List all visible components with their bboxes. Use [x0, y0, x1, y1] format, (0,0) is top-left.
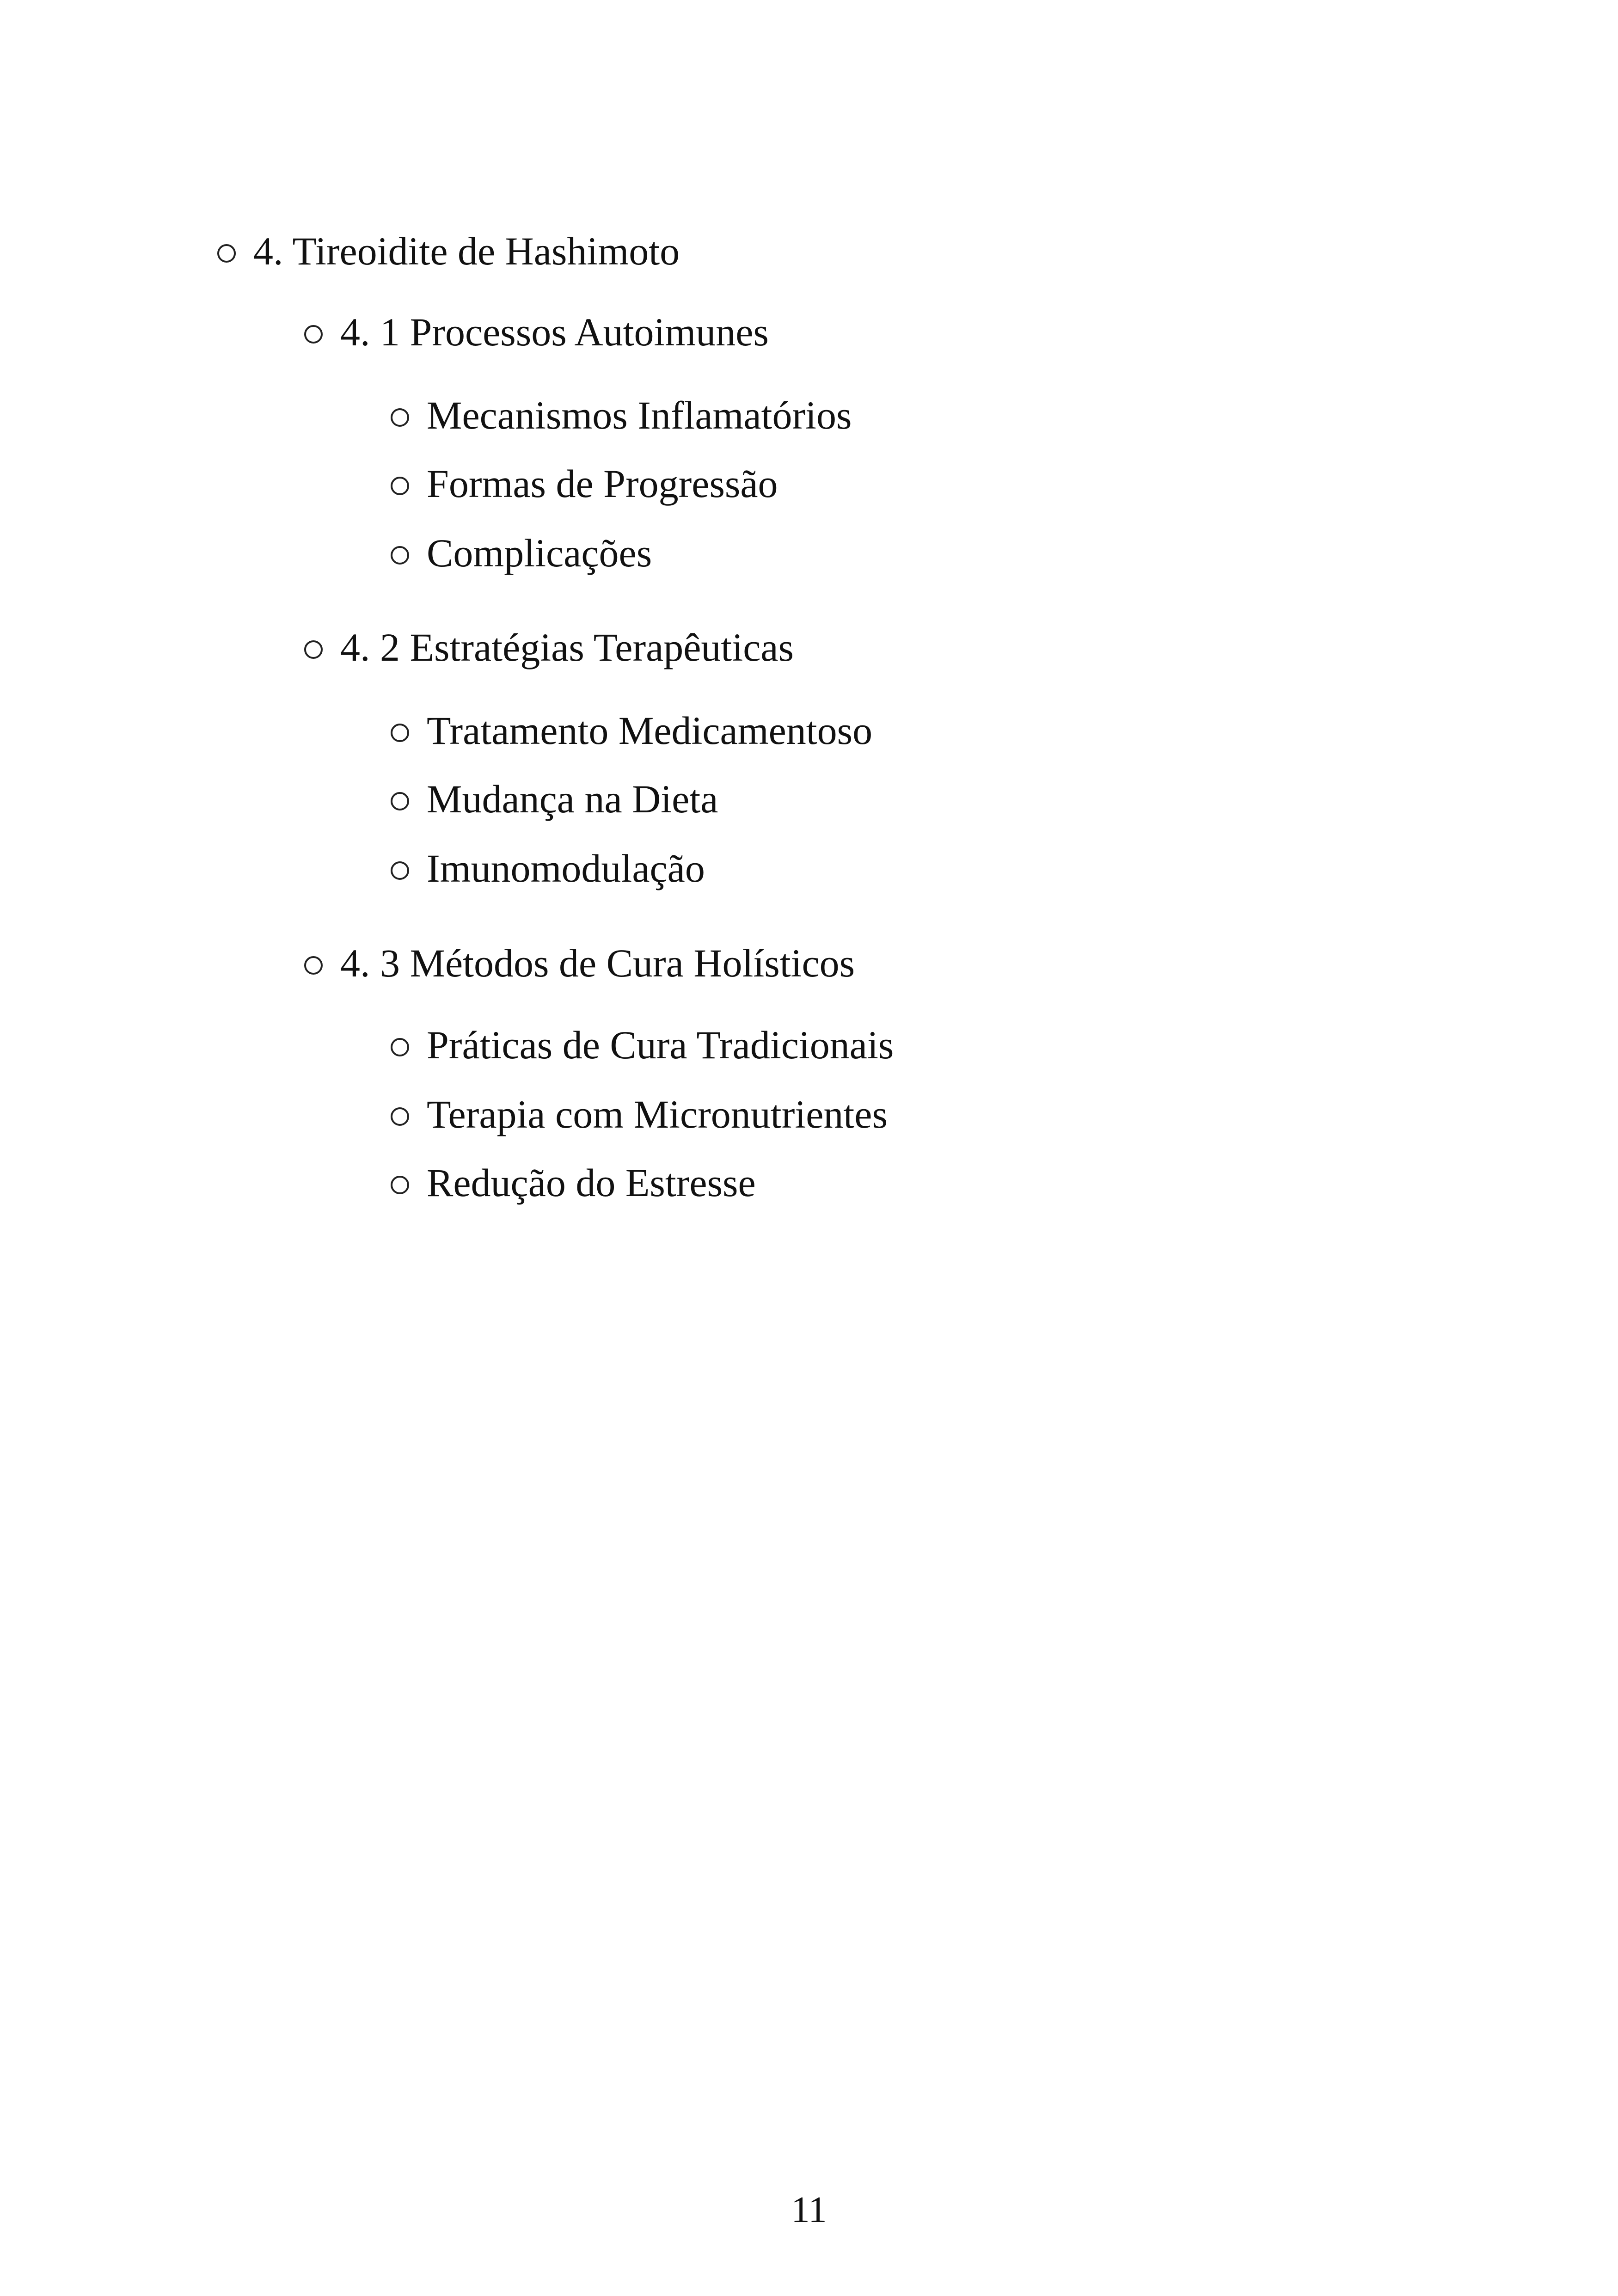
circle-bullet-icon [391, 546, 409, 565]
circle-bullet-icon [391, 724, 409, 742]
outline-item [391, 533, 652, 573]
outline-item-label: Complicações [427, 531, 652, 575]
circle-bullet-icon [391, 1176, 409, 1194]
page-number: 11 [791, 2190, 827, 2230]
outline-item [391, 1094, 888, 1134]
circle-bullet-icon [391, 408, 409, 427]
circle-bullet-icon [391, 792, 409, 810]
circle-bullet-icon [304, 640, 323, 659]
outline-item-label: Tratamento Medicamentoso [427, 708, 873, 753]
outline-subsection [304, 312, 769, 352]
circle-bullet-icon [391, 1038, 409, 1056]
outline-item-label: Mudança na Dieta [427, 777, 718, 821]
circle-bullet-icon [304, 325, 323, 344]
outline-item-label: Redução do Estresse [427, 1160, 756, 1205]
subsection-title: 4. 3 Métodos de Cura Holísticos [340, 941, 855, 985]
outline-item [391, 779, 718, 819]
outline-item [391, 461, 778, 506]
outline-item-label: Mecanismos Inflamatórios [427, 393, 852, 437]
section-title: 4. Tireoidite de Hashimoto [253, 229, 680, 273]
outline-item-label: Práticas de Cura Tradicionais [427, 1023, 894, 1067]
circle-bullet-icon [391, 1107, 409, 1126]
outline-item-label: Terapia com Micronutrientes [427, 1092, 888, 1136]
circle-bullet-icon [217, 244, 236, 263]
subsection-title: 4. 1 Processos Autoimunes [340, 310, 769, 354]
outline-item [391, 848, 705, 888]
outline-item [391, 1160, 756, 1205]
outline-item [391, 1025, 894, 1065]
outline-item-label: Imunomodulação [427, 846, 705, 890]
outline-item [391, 708, 873, 753]
circle-bullet-icon [304, 956, 323, 975]
outline-subsection [304, 627, 794, 667]
circle-bullet-icon [391, 477, 409, 495]
outline-subsection [304, 943, 855, 983]
outline-section [217, 231, 680, 271]
subsection-title: 4. 2 Estratégias Terapêuticas [340, 625, 794, 669]
outline-item [391, 395, 852, 435]
circle-bullet-icon [391, 861, 409, 880]
outline-item-label: Formas de Progressão [427, 461, 778, 506]
